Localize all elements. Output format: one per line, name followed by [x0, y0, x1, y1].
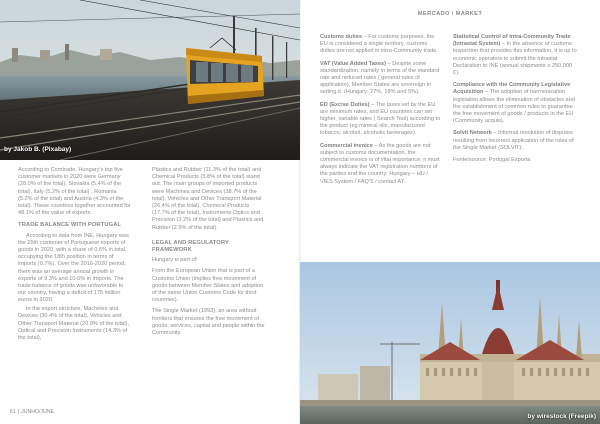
solvit-block: Solvit Network – Informal resolution of disputes resulting from incorrect application of the rules of the Single Market (SOLVIT). [453, 130, 574, 151]
right-column-2 [453, 34, 578, 169]
page-folio: 51 | JUNHO/JUNE [10, 409, 54, 415]
single-market-paragraph: The Single Market (1993), an area without frontiers that ensures the free movement of goods, services, capital and people within the Community. [152, 308, 265, 337]
hungary-part-of: Hungary is part of: [152, 257, 198, 264]
vat-block: VAT (Value Added Taxes) – Despite some standardization, namely in terms of the standard rate and reduced rates ( general rules of application), Member States are sovereign in setting it. (Hungary: 27%, 18% and 5%). [320, 60, 440, 96]
commercial-invoice-block: Commercial invoice – As the goods are not subject to customs documentation, the commercial invoice is of vital importance; it must always indicate the VAT registration numbers of the parties and the country; Hungary – HU / VIES System / FAQ'S / contact AT. [320, 142, 440, 185]
tram-photo-credit: by Jakob B. (Pixabay) [4, 146, 72, 153]
intro-paragraph: According to Comtrade, Hungary's top five customer markets in 2020 were Germany (28.0% of the total), Slovakia (5.4% of the total), Italy (5.2% of the total) , Romania (5.2% of the total) and Austria (4.3% of the total). These countries together accounted for 48.1% of the value of exports. [18, 167, 131, 217]
compliance-block: Compliance with the Community Legislative Acquisition – The adoption of harmonization legislation allows the elimination of obstacles and the establishment of common rules to guarantee the free movement of goods / products in the EU (Community acquis). [453, 82, 575, 125]
trade-balance-heading: TRADE BALANCE WITH PORTUGAL [18, 222, 122, 229]
left-column-2 [152, 167, 266, 339]
customs-duties-block: Customs duties – For customs purposes, the EU is considered a single territory, customs duties are not applied in intra-Community trade. [320, 34, 438, 55]
tram-photo [0, 0, 300, 160]
section-header: MERCADO / MARKET [417, 11, 483, 17]
trade-balance-paragraph-2: In the export structure, Machines and Devices (30.4% of the total), Vehicles and Other Transport Material (20.9% of the total), Optical and Precision Instruments (14.3% of the total), [18, 306, 129, 341]
excise-duties-block: ED (Excise Duties) – The taxes set by the EU are minimum rates, and EU countries can set higher, variable rates ( Search Tool) according to the product (eg mineral oils, manufactured tobacco, alcohol, alcoholic beverages). [320, 101, 441, 137]
intrastat-block: Statistical Control of Intra-Community Trade (Intrastat System) – In the absence of customs inspection that provides this information, it is up to economic operators to submit the Intrastat Declaration to INE (annual shipments ≥ 250,000 €). [453, 34, 577, 77]
issue-label: JUNHO/JUNE [21, 409, 54, 415]
trade-balance-paragraph-1: According to data from INE, Hungary was the 25th customer of Portuguese exports of goods in 2020, with a share of 0.6% in total, occupying the 18th position in terms of imports (0.7%). Over the 2016-2020 period, there was an average annual growth in exports of 9.3% and 10.6% in imports. The trade balance of goods was unfavorable to our country, having a deficit of 175 million euros in 2020. [18, 232, 129, 304]
right-column-1 [320, 34, 442, 191]
left-column-1 [18, 167, 132, 344]
page-number: 51 [10, 409, 16, 415]
legal-framework-heading: LEGAL AND REGULATORY FRAMEWORK [152, 239, 229, 254]
parliament-photo-credit: by wirestock (Freepik) [527, 413, 596, 420]
export-structure-paragraph: Plastics and Rubber (11.3% of the total) and Chemical Products (5.8% of the total) stand out. The main groups of imported products were Machines and Devices (38.7% of the total), Vehicles and Other Transport Material (26.4% of the total), Chemical Products (17.7% of the total), Instruments Optics and Precision (3.2% of the total) and Plastics and Rubber (2.9% of the total). [152, 167, 264, 231]
parliament-photo [300, 262, 600, 424]
source-line: Fonte/source: Portugal Exporta [453, 157, 531, 164]
eu-customs-union-paragraph: From the European Union that is part of a Customs Union (implies free movement of goods between Member States and adoption of the same Union Customs Code for third countries). [152, 268, 264, 304]
